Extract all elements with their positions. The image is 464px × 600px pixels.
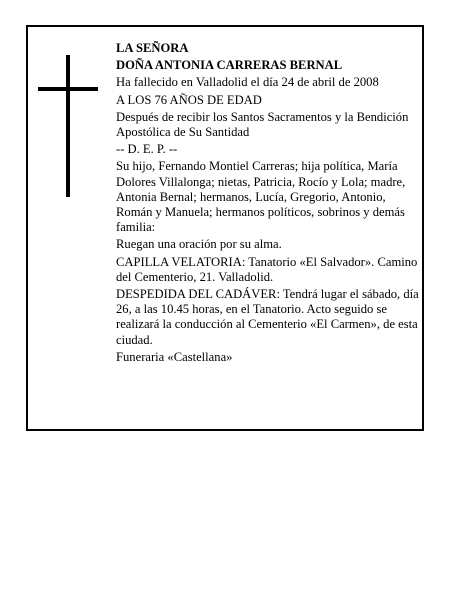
sacraments-line: Después de recibir los Santos Sacramentos y la Bendición Apostólica de Su Santidad [116,109,409,140]
death-line: Ha fallecido en Valladolid el día 24 de abril de 2008 [116,75,379,90]
notice-text [116,41,420,367]
obituary-notice [26,25,424,431]
age-line: A LOS 76 AÑOS DE EDAD [116,92,262,107]
latin-cross-icon [38,55,98,197]
notice-title: LA SEÑORA [116,41,189,55]
cross-horizontal-bar [38,87,98,91]
family-list: Su hijo, Fernando Montiel Carreras; hija política, María Dolores Villalonga; nietas, Patricia, Rocío y Lola; madre, Antonia Bernal; hermanos, Lucía, Gregorio, Antonio, Román y Manuela; hermanos políticos, sobrinos y demás familia: [116,159,406,235]
chapel-info: CAPILLA VELATORIA: Tanatorio «El Salvador». Camino del Cementerio, 21. Valladolid. [116,254,418,284]
dep-line: -- D. E. P. -- [116,142,178,157]
funeral-home: Funeraria «Castellana» [116,349,233,364]
prayer-line: Ruegan una oración por su alma. [116,237,282,252]
deceased-name: DOÑA ANTONIA CARRERAS BERNAL [116,58,343,73]
cross-vertical-bar [66,55,70,197]
farewell-info: DESPEDIDA DEL CADÁVER: Tendrá lugar el sábado, día 26, a las 10.45 horas, en el Tanatorio. Acto seguido se realizará la conducción al Cementerio «El Carmen», de esta ciudad. [116,287,419,347]
